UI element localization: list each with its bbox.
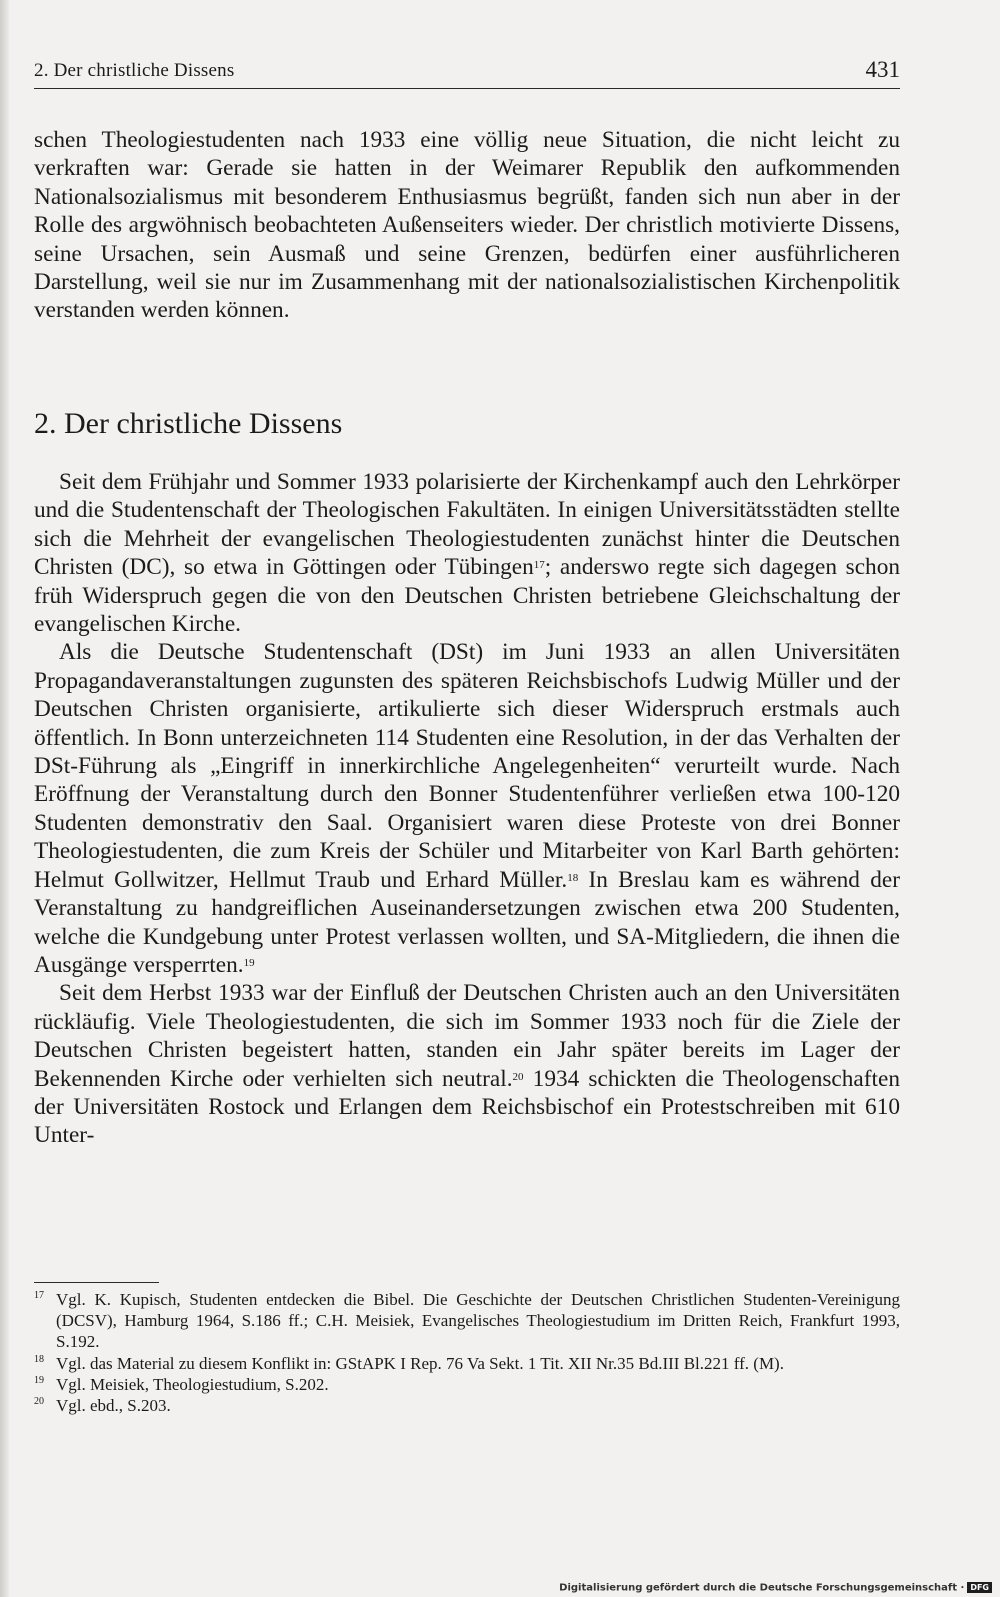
footnote-number: 19: [34, 1374, 44, 1386]
section-body: [34, 468, 900, 1150]
footnote-ref-19[interactable]: 19: [243, 956, 255, 969]
page-edge-shadow: [0, 0, 9, 1597]
footnotes: [34, 1289, 900, 1416]
footnote-number: 17: [34, 1290, 44, 1301]
paragraph-kirchenkampf: [34, 468, 900, 638]
footnote-20: [34, 1395, 900, 1416]
footnote-19: [34, 1374, 900, 1395]
paragraph-dst-protest: [34, 638, 900, 979]
paragraph-intro: schen Theologiestudenten nach 1933 eine völlig neue Situation, die nicht leicht zu verkraften war: Gerade sie hatten in der Weimarer Republik den aufkommenden Nationalsozialismus mit besonderem Enthusiasmus begrüßt, fanden sich nun aber in der Rolle des argwöhnisch beobachteten Außenseiters wieder. Der christlich motivierte Dissens, seine Ursachen, sein Ausmaß und seine Grenzen, bedürfen einer ausführlicheren Darstellung, weil sie nur im Zusammenhang mit der nationalsozialistischen Kirchenpolitik verstanden werden können.: [34, 127, 900, 324]
footnote-ref-18[interactable]: 18: [567, 871, 579, 884]
running-title: 2. Der christliche Dissens: [34, 60, 235, 81]
footnote-divider: [34, 1282, 159, 1283]
paragraph-herbst-1933: [34, 979, 900, 1149]
page-number: 431: [865, 57, 900, 82]
section-heading: 2. Der christliche Dissens: [34, 407, 343, 440]
footnote-number: 20: [34, 1396, 44, 1408]
paragraph-text: 1934 schickten die Theologenschaften der Universitäten Rostock und Erlangen dem Reichsbischof ein Protestschreiben mit 610 Unter-: [34, 1065, 900, 1149]
dfg-logo: DFG: [967, 1582, 992, 1593]
paragraph-text: Seit dem Herbst 1933 war der Einfluß der Deutschen Christen auch an den Universitäten rückläufig. Viele Theologiestudenten, die sich im Sommer 1933 noch für die Ziele der Deutschen Christen begeistert hatten, standen ein Jahr später bereits im Lager der Bekennenden Kirche oder verhielten sich neutral.: [34, 980, 900, 1092]
footnote-text: Vgl. das Material zu diesem Konflikt in: GStAPK I Rep. 76 Va Sekt. 1 Tit. XII Nr.35 Bd.III Bl.221 ff. (M).: [56, 1353, 784, 1373]
footnote-number: 18: [34, 1353, 44, 1365]
footnote-text: Vgl. K. Kupisch, Studenten entdecken die Bibel. Die Geschichte der Deutschen Christlichen Studenten-Vereinigung (DCSV), Hamburg 1964, S.186 ff.; C.H. Meisiek, Evangelisches Theologiestudium im Dritten Reich, Frankfurt 1993, S.192.: [56, 1290, 900, 1352]
digitization-credit: [559, 1582, 992, 1594]
running-header: [34, 58, 900, 89]
footnote-ref-17[interactable]: 17: [533, 559, 545, 572]
paragraph-text: Seit dem Frühjahr und Sommer 1933 polarisierte der Kirchenkampf auch den Lehrkörper und die Studentenschaft der Theologischen Fakultäten. In einigen Universitätsstädten stellte sich die Mehrheit der evangelischen Theologiestudenten zunächst hinter die Deutschen Christen (DC), so etwa in Göttingen oder Tübingen: [34, 469, 900, 581]
footnote-18: [34, 1353, 900, 1374]
paragraph-text: ; anderswo regte sich dagegen schon früh Widerspruch gegen die von den Deutschen Christen betriebene Gleichschaltung der evangelischen Kirche.: [34, 554, 901, 638]
credit-text: Digitalisierung gefördert durch die Deutsche Forschungsgemeinschaft ·: [559, 1582, 965, 1593]
footnote-text: Vgl. Meisiek, Theologiestudium, S.202.: [56, 1374, 329, 1394]
footnote-ref-20[interactable]: 20: [512, 1070, 524, 1083]
paragraph-text: In Breslau kam es während der Veranstaltung zu handgreiflichen Auseinandersetzungen zwischen etwa 200 Studenten, welche die Kundgebung unter Protest verlassen wollten, und SA-Mitgliedern, die ihnen die Ausgänge versperrten.: [34, 866, 900, 978]
paragraph-text: Als die Deutsche Studentenschaft (DSt) im Juni 1933 an allen Universitäten Propagandaveranstaltungen zugunsten des späteren Reichsbischofs Ludwig Müller und der Deutschen Christen organisierte, artikulierte sich dieser Widerspruch erstmals auch öffentlich. In Bonn unterzeichneten 114 Studenten eine Resolution, in der das Verhalten der DSt-Führung als „Eingriff in innerkirchliche Angelegenheiten“ verurteilt wurde. Nach Eröffnung der Veranstaltung durch den Bonner Studentenführer verließen etwa 100-120 Studenten demonstrativ den Saal. Organisiert waren diese Proteste von drei Bonner Theologiestudenten, die zum Kreis der Schüler und Mitarbeiter von Karl Barth gehörten: Helmut Gollwitzer, Hellmut Traub und Erhard Müller.: [34, 639, 900, 893]
footnote-17: [34, 1289, 900, 1353]
footnote-text: Vgl. ebd., S.203.: [56, 1396, 171, 1416]
